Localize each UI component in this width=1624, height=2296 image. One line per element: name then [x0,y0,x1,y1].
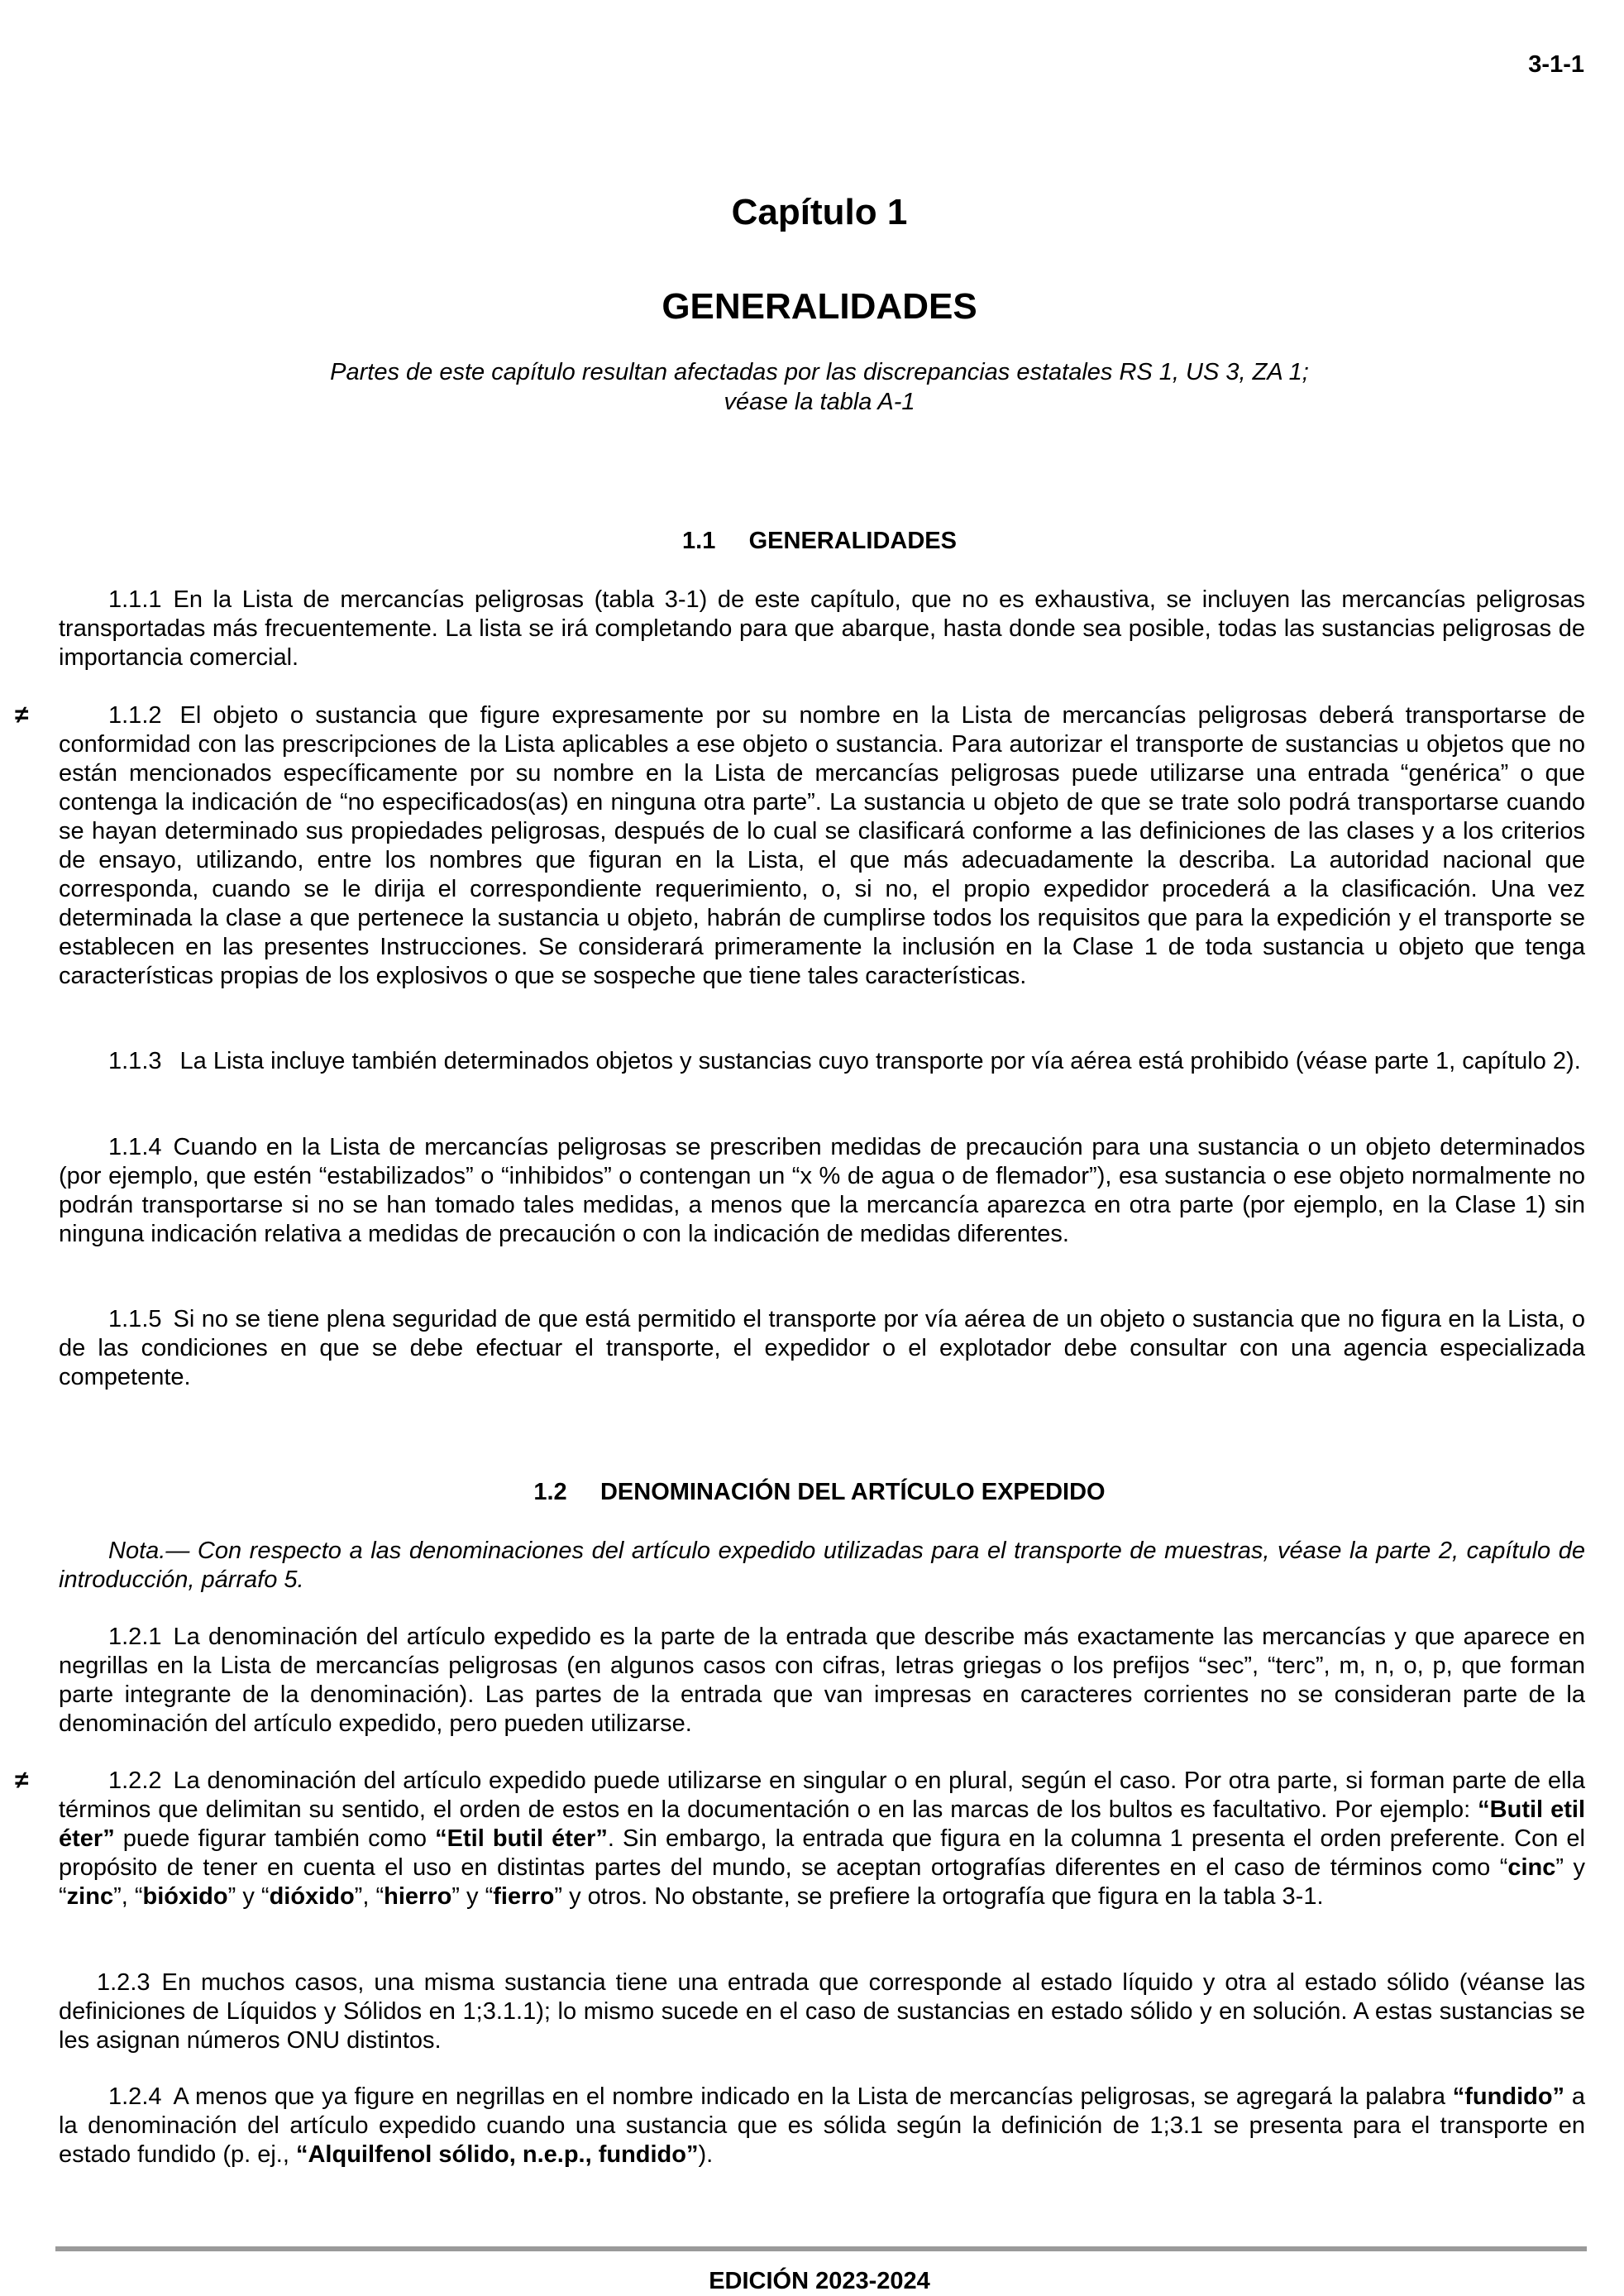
paragraph-text: A menos que ya figure en negrillas en el nombre indicado en la Lista de mercancías peligrosas, se agregará la palabra [173,2083,1453,2110]
bold-term: “Etil butil éter” [435,1825,608,1852]
bold-term: “Alquilfenol sólido, n.e.p., fundido” [295,2141,699,2168]
paragraph-1-1-3 [59,1047,1585,1076]
note-text: Nota.— Con respecto a las denominaciones del artículo expedido utilizadas para el transporte de muestras, véase la parte 2, capítulo de introducción, párrafo 5. [59,1538,1585,1593]
bold-term: bióxido [142,1883,228,1910]
paragraph-text: ” y “ [451,1883,494,1910]
paragraph-text: ” y “ [227,1883,270,1910]
paragraph-1-1-1 [59,586,1585,672]
paragraph-text: ” y “ [59,1854,1585,1910]
footer-rule [55,2246,1587,2251]
paragraph-1-2-1 [59,1623,1585,1739]
bold-term: cinc [1507,1854,1556,1881]
bold-term: “Butil etil éter” [59,1796,1585,1852]
paragraph-number: 1.1.1 [108,586,162,613]
paragraph-number: 1.1.2 [108,702,162,729]
chapter-note-line-1: Partes de este capítulo resultan afectadas por las discrepancias estatales RS 1, US 3, ZA 1; [330,359,1309,385]
paragraph-number: 1.1.5 [108,1306,162,1332]
paragraph-number: 1.1.3 [108,1048,162,1074]
paragraph-1-2-3 [59,1968,1585,2055]
section-heading-1-1: 1.1 GENERALIDADES [682,528,957,554]
section-heading-1-2: 1.2 DENOMINACIÓN DEL ARTÍCULO EXPEDIDO [533,1479,1106,1505]
section-note [59,1537,1585,1595]
chapter-note-line-2: véase la tabla A-1 [724,389,915,415]
paragraph-text: . Sin embargo, la entrada que figura en la columna 1 presenta el orden preferente. Con el propósito de tener en cuenta el uso en distintas partes del mundo, se aceptan ortografías diferentes en el caso de términos como “ [59,1825,1585,1881]
paragraph-text: En la Lista de mercancías peligrosas (tabla 3-1) de este capítulo, que no es exhaustiva, se incluyen las mercancías peligrosas transportadas más frecuentemente. La lista se irá completando para que abarque, hasta donde sea posible, todas las sustancias peligrosas de importancia comercial. [59,586,1585,671]
paragraph-1-1-4 [59,1133,1585,1249]
paragraph-1-2-2 [59,1767,1585,1911]
paragraph-text: Si no se tiene plena seguridad de que está permitido el transporte por vía aérea de un objeto o sustancia que no figura en la Lista, o de las condiciones en que se debe efectuar el transporte, el expedidor o el explotador debe consultar con una agencia especializada competente. [59,1306,1585,1390]
paragraph-number: 1.2.4 [108,2083,162,2110]
bold-term: fierro [493,1883,555,1910]
paragraph-number: 1.2.1 [108,1624,162,1650]
paragraph-number: 1.2.2 [108,1767,162,1794]
paragraph-text: ”, “ [354,1883,385,1910]
paragraph-1-2-4 [59,2083,1585,2169]
paragraph-1-1-2 [59,701,1585,991]
paragraph-text: puede figurar también como [114,1825,436,1852]
bold-term: “fundido” [1452,2083,1565,2110]
paragraph-text: La denominación del artículo expedido puede utilizarse en singular o en plural, según el caso. Por otra parte, si forman parte de ella términos que delimitan su sentido, el orden de estos en la documentación o en las marcas de los bultos es facultativo. Por ejemplo: [59,1767,1585,1823]
paragraph-text: ”, “ [113,1883,143,1910]
chapter-label: Capítulo 1 [731,192,908,232]
paragraph-text: a la denominación del artículo expedido cuando una sustancia que es sólida según la definición de 1;3.1 se presenta para el transporte en estado fundido (p. ej., [59,2083,1585,2168]
paragraph-text: La denominación del artículo expedido es la parte de la entrada que describe más exactamente las mercancías y que aparece en negrillas en la Lista de mercancías peligrosas (en algunos casos con cifras, letras griegas o los prefijos “sec”, “terc”, m, n, o, p, que forman parte integrante de la denominación). Las partes de la entrada que van impresas en caracteres corrientes no se consideran parte de la denominación del artículo expedido, pero pueden utilizarse. [59,1624,1585,1737]
paragraph-text: El objeto o sustancia que figure expresamente por su nombre en la Lista de mercancías peligrosas deberá transportarse de conformidad con las prescripciones de la Lista aplicables a ese objeto o sustancia. Para autorizar el transporte de sustancias u objetos que no están mencionados específicamente por su nombre en la Lista de mercancías peligrosas puede utilizarse una entrada “genérica” o que contenga la indicación de “no especificados(as) en ninguna otra parte”. La sustancia u objeto de que se trate solo podrá transportarse cuando se hayan determinado sus propiedades peligrosas, después de lo cual se clasificará conforme a las definiciones de las clases y a los criterios de ensayo, utilizando, entre los nombres que figuran en la Lista, el que más adecuadamente la describa. La autoridad nacional que corresponda, cuando se le dirija el correspondiente requerimiento, o, si no, el propio expedidor procederá a la clasificación. Una vez determinada la clase a que pertenece la sustancia u objeto, habrán de cumplirse todos los requisitos que para la expedición y el transporte se establecen en las presentes Instrucciones. Se considerará primeramente la inclusión en la Clase 1 de toda sustancia u objeto que tenga características propias de los explosivos o que se sospeche que tiene tales características. [59,702,1585,989]
bold-term: zinc [66,1883,114,1910]
discrepancy-marker: ≠ [15,701,29,729]
chapter-title: GENERALIDADES [662,286,977,327]
paragraph-1-1-5 [59,1305,1585,1392]
paragraph-text: En muchos casos, una misma sustancia tiene una entrada que corresponde al estado líquido y otra al estado sólido (véanse las definiciones de Líquidos y Sólidos en 1;3.1.1); lo mismo sucede en el caso de sustancias en estado sólido y en solución. A estas sustancias se les asignan números ONU distintos. [59,1969,1585,2054]
discrepancy-marker: ≠ [15,1767,29,1794]
page-number: 3-1-1 [1528,51,1584,78]
paragraph-text: La Lista incluye también determinados objetos y sustancias cuyo transporte por vía aérea está prohibido (véase parte 1, capítulo 2). [179,1048,1581,1074]
bold-term: dióxido [269,1883,355,1910]
paragraph-number: 1.2.3 [97,1969,150,1996]
paragraph-text: ). [698,2141,714,2168]
paragraph-number: 1.1.4 [108,1134,162,1160]
paragraph-text: Cuando en la Lista de mercancías peligrosas se prescriben medidas de precaución para una sustancia o un objeto determinados (por ejemplo, que estén “estabilizados” o “inhibidos” o contengan un “x % de agua o de flemador”), esa sustancia o ese objeto normalmente no podrán transportarse si no se han tomado tales medidas, a menos que la mercancía aparezca en otra parte (por ejemplo, en la Clase 1) sin ninguna indicación relativa a medidas de precaución o con la indicación de medidas diferentes. [59,1134,1585,1247]
chapter-note [0,357,1624,417]
footer-edition: EDICIÓN 2023-2024 [709,2268,930,2294]
bold-term: hierro [384,1883,452,1910]
paragraph-text: ” y otros. No obstante, se prefiere la ortografía que figura en la tabla 3-1. [554,1883,1324,1910]
